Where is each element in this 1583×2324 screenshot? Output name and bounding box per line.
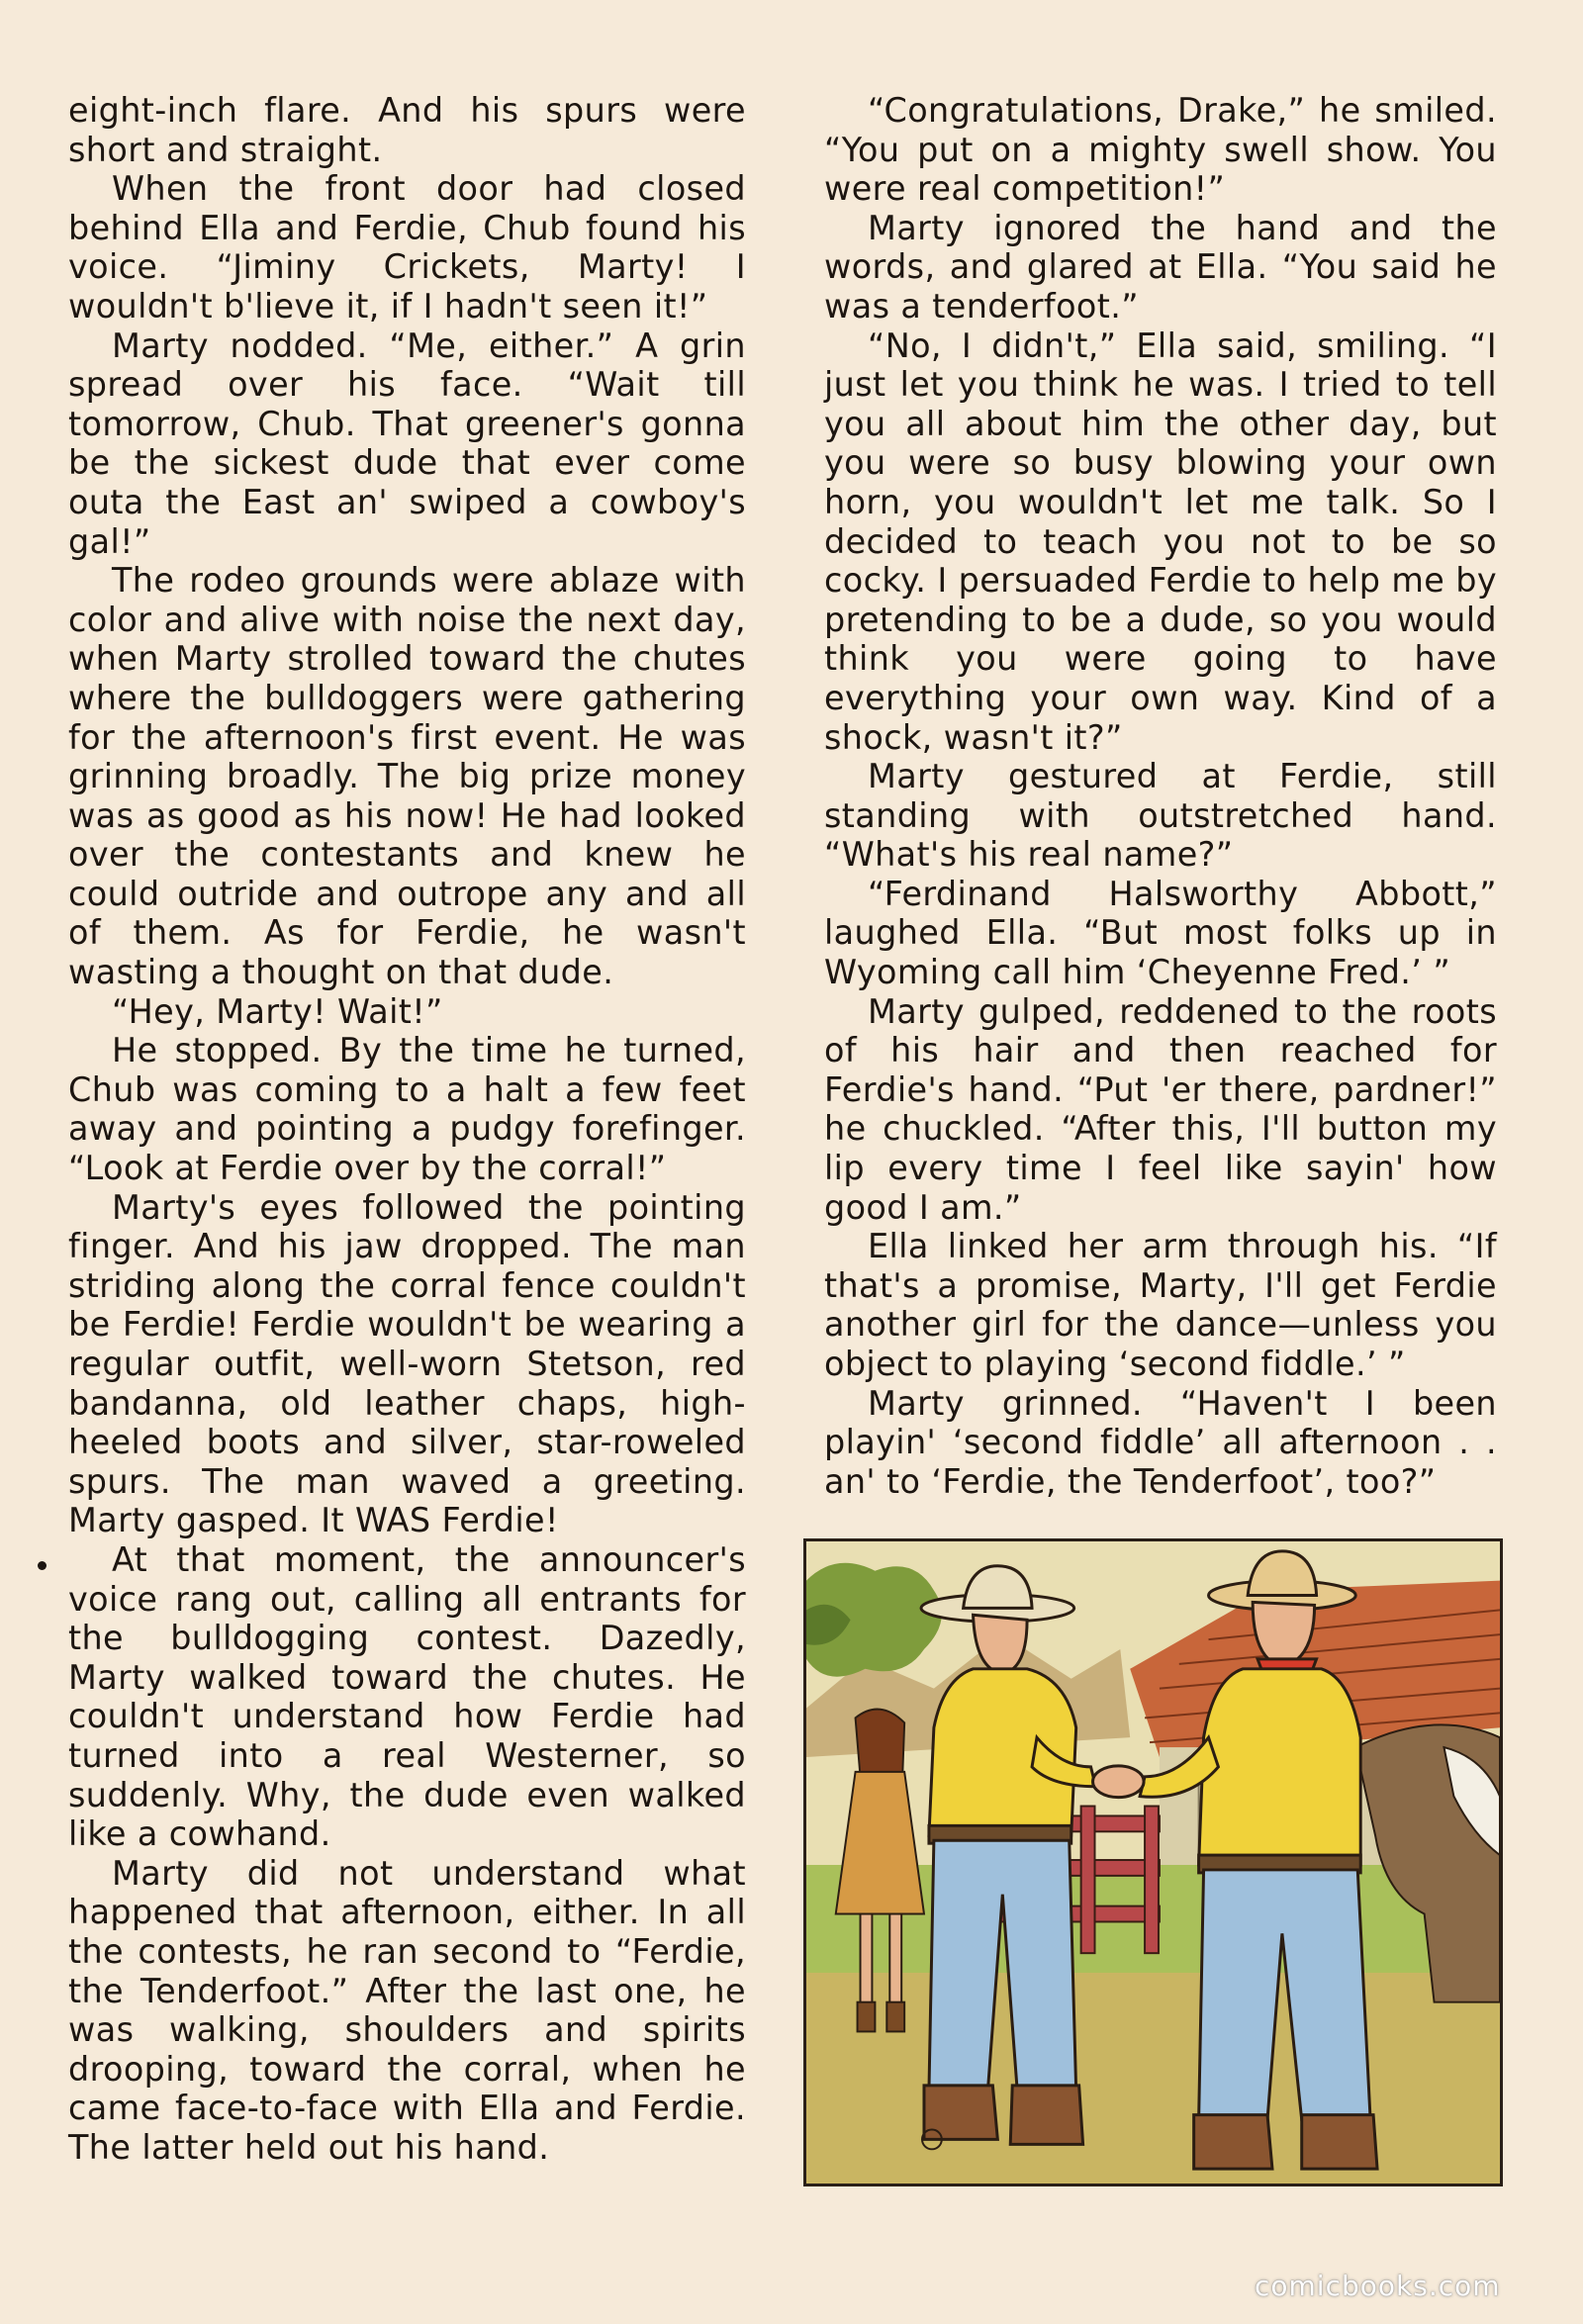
text-column-left: [68, 91, 746, 2167]
story-paragraph: “Ferdinand Halsworthy Abbott,” laughed Ella. “But most folks up in Wyoming call him ‘Cheyenne Fred.’ ”: [824, 874, 1497, 992]
story-paragraph: He stopped. By the time he turned, Chub was coming to a halt a few feet away and pointing a pudgy forefinger. “Look at Ferdie over by the corral!”: [68, 1031, 746, 1188]
illustration-panel: [803, 1538, 1503, 2186]
story-paragraph: The rodeo grounds were ablaze with color and alive with noise the next day, when Marty strolled toward the chutes where the bulldoggers were gathering for the afternoon's first event. He was grinning broadly. The big prize money was as good as his now! He had looked over the contestants and knew he could outride and outrope any and all of them. As for Ferdie, he wasn't wasting a thought on that dude.: [68, 561, 746, 992]
story-paragraph: Marty ignored the hand and the words, and glared at Ella. “You said he was a tenderfoot.”: [824, 208, 1497, 325]
ink-speck: [38, 1561, 47, 1570]
dirt-ground: [806, 1973, 1500, 2184]
story-paragraph: “Hey, Marty! Wait!”: [112, 991, 443, 1031]
story-paragraph: When the front door had closed behind Ella and Ferdie, Chub found his voice. “Jiminy Crickets, Marty! I wouldn't b'lieve it, if I hadn't seen it!”: [68, 169, 746, 325]
story-paragraph: Ella linked her arm through his. “If that's a promise, Marty, I'll get Ferdie another girl for the dance—unless you object to playing ‘second fiddle.’ ”: [824, 1227, 1497, 1383]
text-column-right: [824, 91, 1497, 1501]
story-paragraph: Marty's eyes followed the pointing finger. And his jaw dropped. The man striding along the corral fence couldn't be Ferdie! Ferdie wouldn't be wearing a regular outfit, well-worn Stetson, red bandanna, old leather chaps, high-heeled boots and silver, star-roweled spurs. The man waved a greeting. Marty gasped. It WAS Ferdie!: [68, 1187, 746, 1540]
handshake-illustration: [806, 1541, 1500, 2184]
story-paragraph: eight-inch flare. And his spurs were short and straight.: [68, 91, 746, 169]
story-paragraph: Marty gulped, reddened to the roots of his hair and then reached for Ferdie's hand. “Put 'er there, pardner!” he chuckled. “After this, I'll button my lip every time I feel like sayin' how good I am.”: [824, 991, 1497, 1227]
story-paragraph: “Congratulations, Drake,” he smiled. “You put on a mighty swell show. You were real competition!”: [824, 91, 1497, 209]
story-paragraph: Marty did not understand what happened that afternoon, either. In all the contests, he ran second to “Ferdie, the Tenderfoot.” After the last one, he was walking, shoulders and spirits drooping, toward the corral, when he came face-to-face with Ella and Ferdie. The latter held out his hand.: [68, 1853, 746, 2167]
story-paragraph: Marty nodded. “Me, either.” A grin spread over his face. “Wait till tomorrow, Chub. That greener's gonna be the sickest dude that ever come outa the East an' swiped a cowboy's gal!”: [68, 325, 746, 561]
handshake-hands: [1093, 1766, 1145, 1798]
story-paragraph: “No, I didn't,” Ella said, smiling. “I just let you think he was. I tried to tell you all about him the other day, but you were so busy blowing your own horn, you wouldn't let me talk. So I decided to teach you not to be so cocky. I persuaded Ferdie to help me by pretending to be a dude, so you would think you were going to have everything your own way. Kind of a shock, wasn't it?”: [824, 325, 1497, 757]
watermark: comicbooks.com: [1255, 2270, 1501, 2302]
story-paragraph: Marty grinned. “Haven't I been playin' ‘second fiddle’ all afternoon . . an' to ‘Ferdie, the Tenderfoot’, too?”: [824, 1383, 1497, 1501]
story-paragraph: Marty gestured at Ferdie, still standing with outstretched hand. “What's his real name?”: [824, 757, 1497, 875]
story-paragraph: At that moment, the announcer's voice rang out, calling all entrants for the bulldogging contest. Dazedly, Marty walked toward the chutes. He couldn't understand how Ferdie had turned into a real Westerner, so suddenly. Why, the dude even walked like a cowhand.: [68, 1539, 746, 1854]
